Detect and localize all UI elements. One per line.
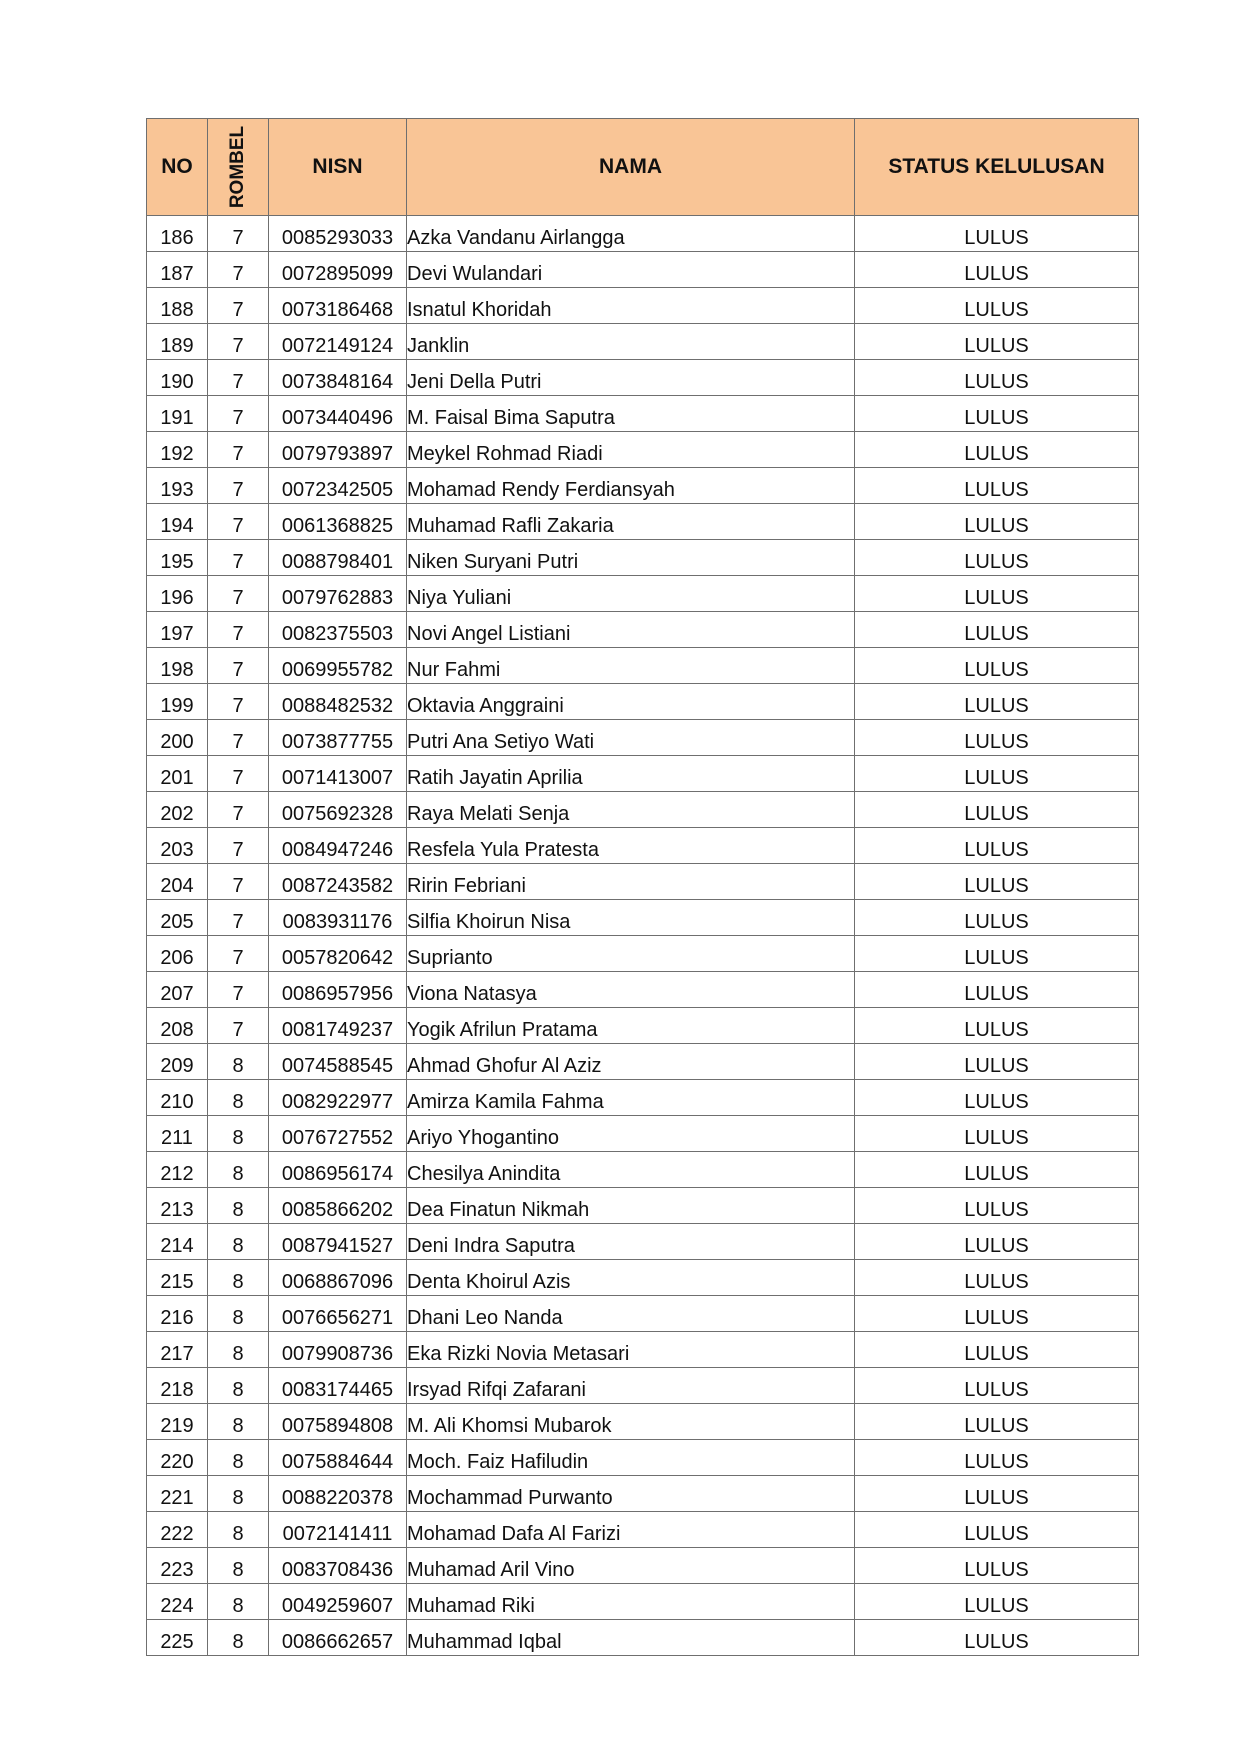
cell-nama: Niya Yuliani bbox=[407, 576, 855, 612]
header-rombel-label: ROMBEL bbox=[227, 125, 248, 209]
cell-nisn: 0082375503 bbox=[269, 612, 407, 648]
table-row bbox=[147, 720, 1139, 756]
cell-nama: Chesilya Anindita bbox=[407, 1152, 855, 1188]
cell-rombel: 7 bbox=[208, 468, 269, 504]
cell-status: LULUS bbox=[855, 468, 1139, 504]
cell-status: LULUS bbox=[855, 612, 1139, 648]
table-row bbox=[147, 1116, 1139, 1152]
cell-rombel: 8 bbox=[208, 1188, 269, 1224]
cell-rombel: 8 bbox=[208, 1404, 269, 1440]
cell-nisn: 0075894808 bbox=[269, 1404, 407, 1440]
cell-no: 195 bbox=[147, 540, 208, 576]
cell-status: LULUS bbox=[855, 1368, 1139, 1404]
cell-status: LULUS bbox=[855, 1548, 1139, 1584]
cell-status: LULUS bbox=[855, 324, 1139, 360]
cell-nisn: 0085866202 bbox=[269, 1188, 407, 1224]
cell-rombel: 7 bbox=[208, 288, 269, 324]
cell-nisn: 0087941527 bbox=[269, 1224, 407, 1260]
cell-nama: Mochammad Purwanto bbox=[407, 1476, 855, 1512]
cell-status: LULUS bbox=[855, 900, 1139, 936]
table-row bbox=[147, 252, 1139, 288]
cell-nisn: 0088482532 bbox=[269, 684, 407, 720]
cell-nisn: 0072141411 bbox=[269, 1512, 407, 1548]
cell-no: 222 bbox=[147, 1512, 208, 1548]
cell-rombel: 8 bbox=[208, 1260, 269, 1296]
cell-rombel: 8 bbox=[208, 1368, 269, 1404]
cell-nama: Meykel Rohmad Riadi bbox=[407, 432, 855, 468]
cell-nisn: 0076727552 bbox=[269, 1116, 407, 1152]
cell-status: LULUS bbox=[855, 1008, 1139, 1044]
cell-no: 200 bbox=[147, 720, 208, 756]
cell-no: 210 bbox=[147, 1080, 208, 1116]
cell-nisn: 0088798401 bbox=[269, 540, 407, 576]
cell-no: 205 bbox=[147, 900, 208, 936]
cell-no: 199 bbox=[147, 684, 208, 720]
cell-no: 187 bbox=[147, 252, 208, 288]
cell-rombel: 7 bbox=[208, 360, 269, 396]
cell-rombel: 7 bbox=[208, 756, 269, 792]
cell-nisn: 0086956174 bbox=[269, 1152, 407, 1188]
cell-status: LULUS bbox=[855, 1512, 1139, 1548]
table-row bbox=[147, 1440, 1139, 1476]
cell-no: 207 bbox=[147, 972, 208, 1008]
cell-rombel: 7 bbox=[208, 432, 269, 468]
table-row bbox=[147, 900, 1139, 936]
cell-rombel: 7 bbox=[208, 1008, 269, 1044]
table-body bbox=[147, 216, 1139, 1656]
cell-nisn: 0082922977 bbox=[269, 1080, 407, 1116]
table-row bbox=[147, 1152, 1139, 1188]
table-row bbox=[147, 1620, 1139, 1656]
cell-nama: Suprianto bbox=[407, 936, 855, 972]
cell-nama: Janklin bbox=[407, 324, 855, 360]
cell-rombel: 7 bbox=[208, 684, 269, 720]
cell-nama: Oktavia Anggraini bbox=[407, 684, 855, 720]
cell-nisn: 0085293033 bbox=[269, 216, 407, 252]
table-row bbox=[147, 1080, 1139, 1116]
cell-no: 219 bbox=[147, 1404, 208, 1440]
cell-no: 188 bbox=[147, 288, 208, 324]
table-row bbox=[147, 1296, 1139, 1332]
cell-nama: Silfia Khoirun Nisa bbox=[407, 900, 855, 936]
header-nama: NAMA bbox=[407, 119, 855, 216]
cell-no: 209 bbox=[147, 1044, 208, 1080]
cell-nisn: 0072895099 bbox=[269, 252, 407, 288]
header-row bbox=[147, 119, 1139, 216]
cell-rombel: 8 bbox=[208, 1080, 269, 1116]
cell-no: 217 bbox=[147, 1332, 208, 1368]
cell-nama: Muhammad Iqbal bbox=[407, 1620, 855, 1656]
table-row bbox=[147, 504, 1139, 540]
cell-nama: Irsyad Rifqi Zafarani bbox=[407, 1368, 855, 1404]
cell-no: 190 bbox=[147, 360, 208, 396]
table-row bbox=[147, 360, 1139, 396]
cell-rombel: 8 bbox=[208, 1224, 269, 1260]
table-row bbox=[147, 1332, 1139, 1368]
cell-status: LULUS bbox=[855, 1224, 1139, 1260]
cell-no: 189 bbox=[147, 324, 208, 360]
cell-rombel: 8 bbox=[208, 1440, 269, 1476]
cell-nisn: 0083931176 bbox=[269, 900, 407, 936]
cell-status: LULUS bbox=[855, 828, 1139, 864]
table-row bbox=[147, 396, 1139, 432]
cell-nama: Raya Melati Senja bbox=[407, 792, 855, 828]
table-row bbox=[147, 468, 1139, 504]
cell-nisn: 0073877755 bbox=[269, 720, 407, 756]
cell-status: LULUS bbox=[855, 1584, 1139, 1620]
cell-rombel: 7 bbox=[208, 900, 269, 936]
table-row bbox=[147, 828, 1139, 864]
cell-rombel: 7 bbox=[208, 720, 269, 756]
cell-nama: Denta Khoirul Azis bbox=[407, 1260, 855, 1296]
cell-nama: Yogik Afrilun Pratama bbox=[407, 1008, 855, 1044]
cell-no: 220 bbox=[147, 1440, 208, 1476]
cell-nisn: 0083174465 bbox=[269, 1368, 407, 1404]
cell-status: LULUS bbox=[855, 720, 1139, 756]
cell-nisn: 0079908736 bbox=[269, 1332, 407, 1368]
cell-status: LULUS bbox=[855, 684, 1139, 720]
cell-status: LULUS bbox=[855, 936, 1139, 972]
cell-no: 202 bbox=[147, 792, 208, 828]
cell-nisn: 0073186468 bbox=[269, 288, 407, 324]
cell-rombel: 8 bbox=[208, 1152, 269, 1188]
cell-rombel: 7 bbox=[208, 972, 269, 1008]
cell-status: LULUS bbox=[855, 1188, 1139, 1224]
cell-nama: M. Faisal Bima Saputra bbox=[407, 396, 855, 432]
cell-nama: Jeni Della Putri bbox=[407, 360, 855, 396]
table-row bbox=[147, 1260, 1139, 1296]
table-row bbox=[147, 612, 1139, 648]
cell-no: 216 bbox=[147, 1296, 208, 1332]
table-row bbox=[147, 1188, 1139, 1224]
cell-rombel: 7 bbox=[208, 612, 269, 648]
table-row bbox=[147, 1548, 1139, 1584]
header-nisn: NISN bbox=[269, 119, 407, 216]
table-row bbox=[147, 324, 1139, 360]
cell-no: 213 bbox=[147, 1188, 208, 1224]
table-row bbox=[147, 432, 1139, 468]
cell-status: LULUS bbox=[855, 288, 1139, 324]
cell-nisn: 0081749237 bbox=[269, 1008, 407, 1044]
cell-nisn: 0086662657 bbox=[269, 1620, 407, 1656]
header-rombel-wrap bbox=[208, 119, 268, 215]
table-row bbox=[147, 1368, 1139, 1404]
table-row bbox=[147, 1224, 1139, 1260]
table-header bbox=[147, 119, 1139, 216]
cell-nama: Resfela Yula Pratesta bbox=[407, 828, 855, 864]
table-row bbox=[147, 576, 1139, 612]
cell-status: LULUS bbox=[855, 360, 1139, 396]
cell-rombel: 7 bbox=[208, 828, 269, 864]
cell-no: 225 bbox=[147, 1620, 208, 1656]
cell-rombel: 8 bbox=[208, 1548, 269, 1584]
table-row bbox=[147, 1008, 1139, 1044]
cell-nama: Mohamad Rendy Ferdiansyah bbox=[407, 468, 855, 504]
cell-status: LULUS bbox=[855, 1296, 1139, 1332]
cell-no: 206 bbox=[147, 936, 208, 972]
cell-rombel: 7 bbox=[208, 396, 269, 432]
table-row bbox=[147, 1584, 1139, 1620]
table-row bbox=[147, 756, 1139, 792]
cell-rombel: 8 bbox=[208, 1584, 269, 1620]
cell-rombel: 8 bbox=[208, 1296, 269, 1332]
cell-nama: M. Ali Khomsi Mubarok bbox=[407, 1404, 855, 1440]
cell-nama: Deni Indra Saputra bbox=[407, 1224, 855, 1260]
cell-nisn: 0069955782 bbox=[269, 648, 407, 684]
cell-nama: Niken Suryani Putri bbox=[407, 540, 855, 576]
cell-nama: Muhamad Rafli Zakaria bbox=[407, 504, 855, 540]
cell-nisn: 0084947246 bbox=[269, 828, 407, 864]
cell-status: LULUS bbox=[855, 1152, 1139, 1188]
cell-nama: Ratih Jayatin Aprilia bbox=[407, 756, 855, 792]
cell-no: 197 bbox=[147, 612, 208, 648]
cell-no: 203 bbox=[147, 828, 208, 864]
cell-status: LULUS bbox=[855, 252, 1139, 288]
cell-no: 204 bbox=[147, 864, 208, 900]
cell-nisn: 0073848164 bbox=[269, 360, 407, 396]
cell-nisn: 0087243582 bbox=[269, 864, 407, 900]
cell-nama: Muhamad Aril Vino bbox=[407, 1548, 855, 1584]
graduation-status-table bbox=[146, 118, 1139, 1656]
cell-status: LULUS bbox=[855, 504, 1139, 540]
cell-rombel: 7 bbox=[208, 648, 269, 684]
cell-nama: Mohamad Dafa Al Farizi bbox=[407, 1512, 855, 1548]
cell-status: LULUS bbox=[855, 1332, 1139, 1368]
cell-rombel: 7 bbox=[208, 864, 269, 900]
cell-rombel: 7 bbox=[208, 252, 269, 288]
table-row bbox=[147, 936, 1139, 972]
cell-rombel: 8 bbox=[208, 1620, 269, 1656]
cell-status: LULUS bbox=[855, 216, 1139, 252]
cell-nama: Azka Vandanu Airlangga bbox=[407, 216, 855, 252]
cell-nisn: 0074588545 bbox=[269, 1044, 407, 1080]
cell-nama: Isnatul Khoridah bbox=[407, 288, 855, 324]
cell-status: LULUS bbox=[855, 1620, 1139, 1656]
cell-status: LULUS bbox=[855, 1260, 1139, 1296]
cell-nisn: 0061368825 bbox=[269, 504, 407, 540]
cell-nisn: 0071413007 bbox=[269, 756, 407, 792]
cell-no: 194 bbox=[147, 504, 208, 540]
cell-rombel: 8 bbox=[208, 1476, 269, 1512]
cell-nisn: 0086957956 bbox=[269, 972, 407, 1008]
cell-nisn: 0072149124 bbox=[269, 324, 407, 360]
cell-nama: Muhamad Riki bbox=[407, 1584, 855, 1620]
cell-no: 191 bbox=[147, 396, 208, 432]
cell-rombel: 8 bbox=[208, 1512, 269, 1548]
cell-nisn: 0083708436 bbox=[269, 1548, 407, 1584]
cell-status: LULUS bbox=[855, 864, 1139, 900]
cell-nama: Dea Finatun Nikmah bbox=[407, 1188, 855, 1224]
cell-nisn: 0088220378 bbox=[269, 1476, 407, 1512]
cell-status: LULUS bbox=[855, 432, 1139, 468]
cell-nama: Devi Wulandari bbox=[407, 252, 855, 288]
cell-status: LULUS bbox=[855, 1404, 1139, 1440]
cell-nisn: 0075692328 bbox=[269, 792, 407, 828]
cell-status: LULUS bbox=[855, 540, 1139, 576]
header-rombel bbox=[208, 119, 269, 216]
cell-status: LULUS bbox=[855, 972, 1139, 1008]
cell-rombel: 7 bbox=[208, 936, 269, 972]
cell-nisn: 0068867096 bbox=[269, 1260, 407, 1296]
table-row bbox=[147, 864, 1139, 900]
cell-status: LULUS bbox=[855, 1080, 1139, 1116]
cell-no: 196 bbox=[147, 576, 208, 612]
cell-status: LULUS bbox=[855, 1044, 1139, 1080]
cell-no: 215 bbox=[147, 1260, 208, 1296]
table-row bbox=[147, 1512, 1139, 1548]
cell-no: 198 bbox=[147, 648, 208, 684]
cell-nama: Novi Angel Listiani bbox=[407, 612, 855, 648]
table-row bbox=[147, 1476, 1139, 1512]
cell-status: LULUS bbox=[855, 1116, 1139, 1152]
cell-no: 214 bbox=[147, 1224, 208, 1260]
cell-rombel: 7 bbox=[208, 792, 269, 828]
cell-rombel: 7 bbox=[208, 216, 269, 252]
cell-nama: Eka Rizki Novia Metasari bbox=[407, 1332, 855, 1368]
cell-nama: Viona Natasya bbox=[407, 972, 855, 1008]
table-row bbox=[147, 1404, 1139, 1440]
cell-nama: Dhani Leo Nanda bbox=[407, 1296, 855, 1332]
cell-nama: Nur Fahmi bbox=[407, 648, 855, 684]
cell-no: 192 bbox=[147, 432, 208, 468]
table-row bbox=[147, 648, 1139, 684]
cell-nisn: 0079762883 bbox=[269, 576, 407, 612]
header-no: NO bbox=[147, 119, 208, 216]
cell-status: LULUS bbox=[855, 1476, 1139, 1512]
cell-status: LULUS bbox=[855, 648, 1139, 684]
cell-nisn: 0049259607 bbox=[269, 1584, 407, 1620]
header-status: STATUS KELULUSAN bbox=[855, 119, 1139, 216]
table-row bbox=[147, 792, 1139, 828]
cell-rombel: 8 bbox=[208, 1044, 269, 1080]
cell-status: LULUS bbox=[855, 792, 1139, 828]
cell-rombel: 7 bbox=[208, 324, 269, 360]
cell-no: 208 bbox=[147, 1008, 208, 1044]
table-row bbox=[147, 1044, 1139, 1080]
cell-rombel: 7 bbox=[208, 504, 269, 540]
cell-nama: Moch. Faiz Hafiludin bbox=[407, 1440, 855, 1476]
cell-status: LULUS bbox=[855, 1440, 1139, 1476]
cell-status: LULUS bbox=[855, 396, 1139, 432]
cell-nisn: 0075884644 bbox=[269, 1440, 407, 1476]
cell-nama: Ririn Febriani bbox=[407, 864, 855, 900]
cell-rombel: 7 bbox=[208, 540, 269, 576]
table-row bbox=[147, 684, 1139, 720]
cell-nisn: 0076656271 bbox=[269, 1296, 407, 1332]
cell-no: 221 bbox=[147, 1476, 208, 1512]
cell-nisn: 0057820642 bbox=[269, 936, 407, 972]
cell-no: 218 bbox=[147, 1368, 208, 1404]
cell-no: 224 bbox=[147, 1584, 208, 1620]
table-row bbox=[147, 216, 1139, 252]
cell-no: 186 bbox=[147, 216, 208, 252]
table-row bbox=[147, 972, 1139, 1008]
cell-rombel: 8 bbox=[208, 1116, 269, 1152]
cell-no: 212 bbox=[147, 1152, 208, 1188]
cell-rombel: 7 bbox=[208, 576, 269, 612]
cell-no: 193 bbox=[147, 468, 208, 504]
cell-rombel: 8 bbox=[208, 1332, 269, 1368]
table-row bbox=[147, 540, 1139, 576]
cell-nama: Putri Ana Setiyo Wati bbox=[407, 720, 855, 756]
cell-nama: Ahmad Ghofur Al Aziz bbox=[407, 1044, 855, 1080]
cell-no: 223 bbox=[147, 1548, 208, 1584]
cell-nama: Ariyo Yhogantino bbox=[407, 1116, 855, 1152]
table-row bbox=[147, 288, 1139, 324]
cell-nisn: 0072342505 bbox=[269, 468, 407, 504]
cell-no: 211 bbox=[147, 1116, 208, 1152]
cell-status: LULUS bbox=[855, 756, 1139, 792]
cell-nisn: 0073440496 bbox=[269, 396, 407, 432]
cell-nama: Amirza Kamila Fahma bbox=[407, 1080, 855, 1116]
cell-status: LULUS bbox=[855, 576, 1139, 612]
cell-no: 201 bbox=[147, 756, 208, 792]
cell-nisn: 0079793897 bbox=[269, 432, 407, 468]
